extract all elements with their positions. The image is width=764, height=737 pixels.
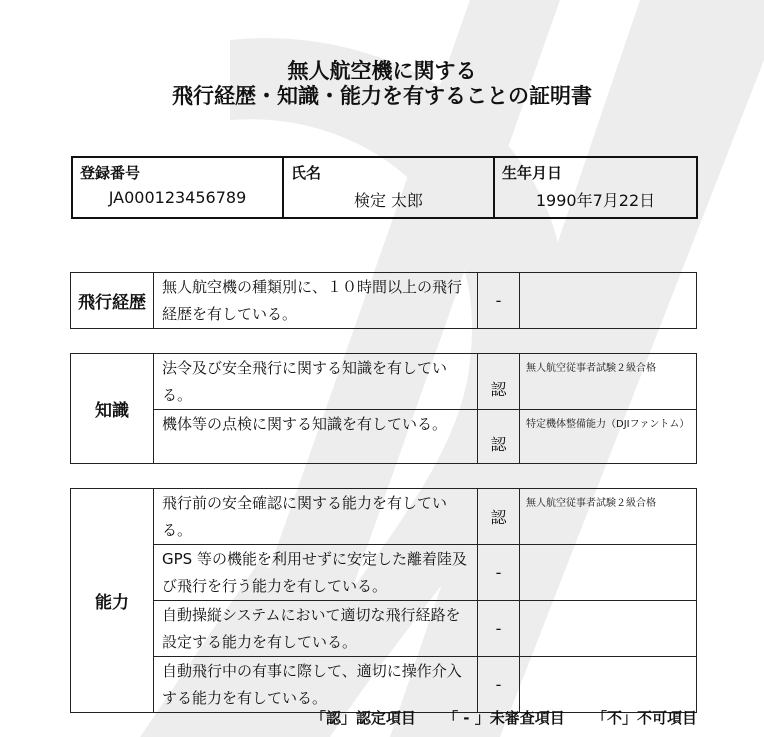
- ability-mark-3: -: [478, 601, 520, 657]
- knowledge-category: 知識: [71, 354, 154, 464]
- name-value: 検定 太郎: [353, 191, 424, 210]
- legend-unreviewed: 「 - 」未審査項目: [443, 709, 565, 727]
- registration-table: [71, 156, 698, 219]
- registration-number-value: JA000123456789: [108, 188, 247, 207]
- knowledge-statement-1: 法令及び安全飛行に関する知識を有している。: [154, 354, 478, 410]
- ability-mark-2: -: [478, 545, 520, 601]
- legend-approved: 「認」認定項目: [310, 709, 416, 727]
- flight-history-statement: 無人航空機の種類別に、１０時間以上の飛行経歴を有している。: [154, 273, 478, 329]
- ability-statement-1: 飛行前の安全確認に関する能力を有している。: [154, 489, 478, 545]
- knowledge-mark-2: 認: [478, 410, 520, 464]
- knowledge-statement-2: 機体等の点検に関する知識を有している。: [154, 410, 478, 464]
- ability-note-1: 無人航空従事者試験２級合格: [520, 489, 697, 545]
- ability-statement-2: GPS 等の機能を利用せずに安定した離着陸及び飛行を行う能力を有している。: [154, 545, 478, 601]
- ability-mark-4: -: [478, 657, 520, 713]
- flight-history-mark: -: [478, 273, 520, 329]
- flight-history-category: 飛行経歴: [71, 273, 154, 329]
- ability-mark-1: 認: [478, 489, 520, 545]
- ability-statement-3: 自動操縦システムにおいて適切な飛行経路を設定する能力を有している。: [154, 601, 478, 657]
- birth-date-label: 生年月日: [502, 164, 563, 182]
- registration-number-label: 登録番号: [80, 164, 141, 182]
- ability-statement-4: 自動飛行中の有事に際して、適切に操作介入する能力を有している。: [154, 657, 478, 713]
- title-line-2: 飛行経歴・知識・能力を有することの証明書: [172, 84, 592, 108]
- ability-note-2: [520, 545, 697, 601]
- ability-table: [70, 488, 697, 713]
- knowledge-note-2: 特定機体整備能力（DJIファントム）: [520, 410, 697, 464]
- knowledge-mark-1: 認: [478, 354, 520, 410]
- title-line-1: 無人航空機に関する: [287, 59, 477, 83]
- registration-number-cell: [72, 157, 283, 218]
- flight-history-table: [70, 272, 697, 329]
- legend-rejected: 「不」不可項目: [591, 709, 697, 727]
- ability-note-3: [520, 601, 697, 657]
- birth-date-cell: [494, 157, 697, 218]
- flight-history-note: [520, 273, 697, 329]
- knowledge-table: [70, 353, 697, 464]
- legend: [289, 707, 697, 728]
- name-cell: [283, 157, 494, 218]
- knowledge-note-1: 無人航空従事者試験２級合格: [520, 354, 697, 410]
- birth-date-value: 1990年7月22日: [535, 191, 656, 210]
- ability-category: 能力: [71, 489, 154, 713]
- ability-note-4: [520, 657, 697, 713]
- name-label: 氏名: [291, 164, 322, 182]
